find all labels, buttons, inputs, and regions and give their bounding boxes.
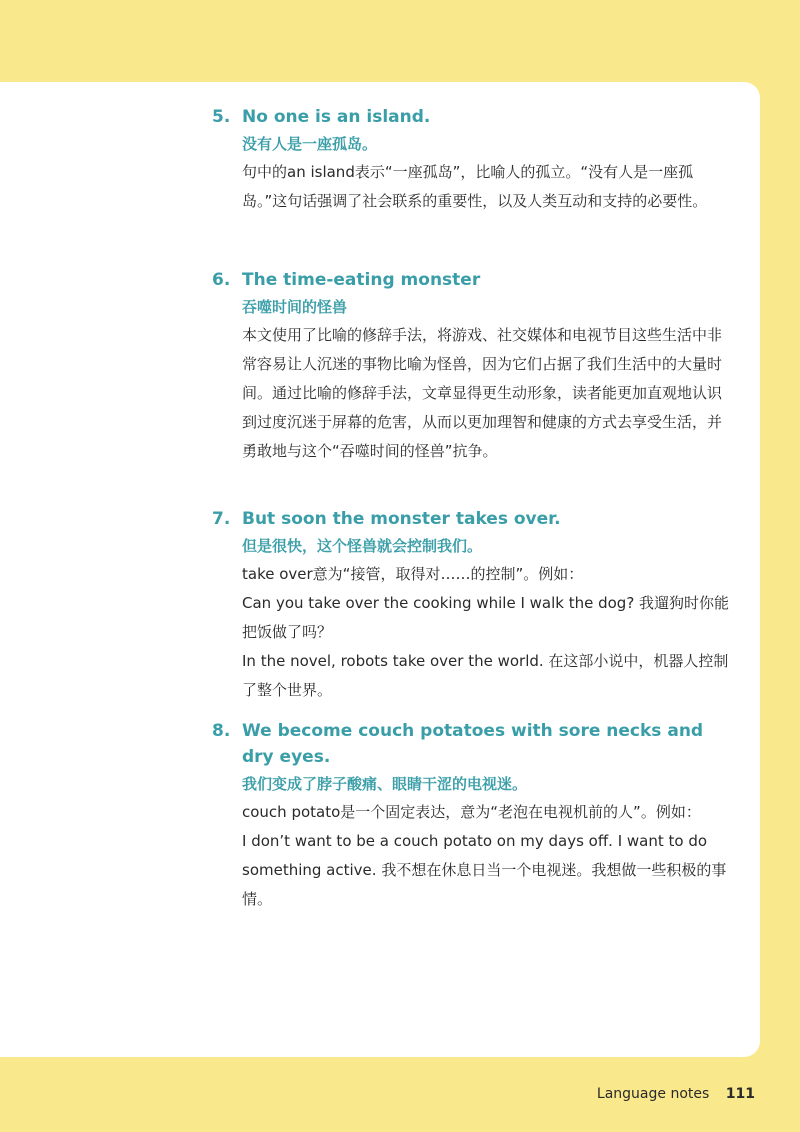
note-title: The time-eating monster — [242, 270, 481, 290]
note-paragraph: couch potato是一个固定表达，意为“老泡在电视机前的人”。例如： — [242, 803, 701, 821]
note-paragraph: 本文使用了比喻的修辞手法，将游戏、社交媒体和电视节目这些生活中非常容易让人沉迷的事物比喻为怪兽，因为它们占据了我们生活中的大量时间。通过比喻的修辞手法，文章显得更生动形象，读者能更加直观地认识到过度沉迷于屏幕的危害，从而以更加理智和健康的方式去享受生活，并勇敢地与这个“吞噬时间的怪兽”抗争。 — [242, 326, 723, 460]
page-footer — [597, 1086, 755, 1102]
note-number: 8. — [212, 721, 231, 741]
content-panel — [0, 82, 760, 1057]
note-paragraph: 句中的an island表示“一座孤岛”，比喻人的孤立。“没有人是一座孤岛。”这句话强调了社会联系的重要性，以及人类互动和支持的必要性。 — [242, 163, 708, 210]
note-paragraph: take over意为“接管，取得对……的控制”。例如： — [242, 565, 584, 583]
note-example: Can you take over the cooking while I walk the dog? 我遛狗时你能把饭做了吗？ — [242, 594, 730, 641]
note-number: 7. — [212, 509, 231, 529]
note-title: No one is an island. — [242, 107, 431, 127]
note-title: But soon the monster takes over. — [242, 509, 561, 529]
note-example: I don’t want to be a couch potato on my days off. I want to do something active. 我不想在休息日当一个电视迷。我想做一些积极的事情。 — [242, 832, 727, 908]
note-7 — [212, 506, 732, 705]
note-5 — [212, 104, 732, 216]
note-number: 6. — [212, 270, 231, 290]
note-example: In the novel, robots take over the world. 在这部小说中，机器人控制了整个世界。 — [242, 652, 729, 699]
page-number: 111 — [725, 1086, 755, 1102]
note-translation: 我们变成了脖子酸痛、眼睛干涩的电视迷。 — [242, 775, 528, 793]
note-translation: 吞噬时间的怪兽 — [242, 298, 348, 316]
note-translation: 没有人是一座孤岛。 — [242, 135, 378, 153]
note-number: 5. — [212, 107, 231, 127]
note-8 — [212, 718, 732, 914]
note-translation: 但是很快，这个怪兽就会控制我们。 — [242, 537, 483, 555]
note-title: We become couch potatoes with sore necks and dry eyes. — [242, 721, 704, 767]
note-6 — [212, 267, 732, 466]
section-name: Language notes — [596, 1086, 710, 1102]
